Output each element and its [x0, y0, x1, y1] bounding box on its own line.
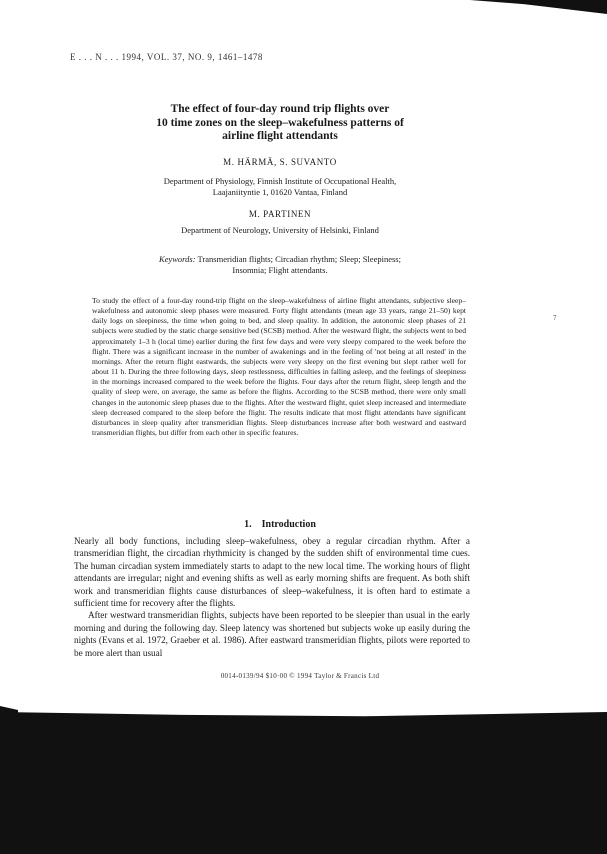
paragraph: After westward transmeridian flights, subjects have been reported to be sleepier than usual in the early morning and during the following day. Sleep latency was shortened but subjects woke up easily during the nights (Evans et al. 1972, Graeber et al. 1986). After eastward transmeridian flights, pilots were reported to be more alert than usual [74, 610, 470, 658]
affiliation-second: Department of Neurology, University of Helsinki, Finland [181, 225, 379, 235]
section-heading [90, 519, 470, 530]
authors-second: M. PARTINEN [248, 209, 312, 219]
section-number: 1. [244, 519, 252, 530]
affiliation-first [90, 176, 470, 198]
title-line: 10 time zones on the sleep–wakefulness patterns of [156, 116, 404, 129]
scan-edge-top-right [470, 0, 607, 14]
abstract: To study the effect of a four-day round-trip flight on the sleep–wakefulness of airline flight attendants, subjective sleep–wakefulness and autonomic sleep phases were measured. Forty flight attendants (mean age 33 years, range 21–50) kept daily logs on sleepiness, the time when going to bed, and sleep quality. In addition, the autonomic sleep phases of 21 subjects were studied by the static charge sensitive bed (SCSB) method. After the westward flight, the subjects went to bed approximately 1–3 h (local time) earlier during the first few days and were very sleepy compared to the week before the flight. There was a significant increase in the number of awakenings and in the feeling of 'not being at all rested' in the mornings. After the return flight eastwards, the subjects were very sleepy on the first evening but slept rather well for about 11 h. During the three following days, sleep restlessness, difficulties in falling asleep, and the feelings of sleepiness in the mornings increased compared to the week before the flights. Four days after the return flight, sleep length and the quality of sleep were, on average, the same as before the flights. According to the SCSB method, there were only small changes in the autonomic sleep phases due to the flights. After the westward flight, quiet sleep increased and intermediate sleep decreased compared to the sleep before the flight. The results indicate that most flight attendants have significant disturbances in sleep quality after transmeridian flights. Sleep disturbances increase after both westward and eastward transmeridian flights, but differ from each other in specific features. [92, 296, 466, 438]
keywords-text-continued: Insomnia; Flight attendants. [232, 264, 328, 275]
margin-mark: 7 [553, 314, 557, 322]
running-head: E . . . N . . . 1994, VOL. 37, NO. 9, 1461–1478 [70, 52, 263, 62]
affiliation-line: Laajaniityntie 1, 01620 Vantaa, Finland [212, 187, 348, 197]
paragraph: Nearly all body functions, including sleep–wakefulness, obey a regular circadian rhythm. After a transmeridian flight, the circadian rhythmicity is changed by the sudden shift of environmental time cues. The human circadian system immediately starts to adapt to the new local time. The working hours of flight attendants are irregular; night and evening shifts as well as early morning shifts are frequent. As both shift work and transmeridian flights cause disturbances of sleep–wakefulness, it is often hard to estimate a sufficient time for recovery after the flights. [74, 536, 470, 609]
title-line: The effect of four-day round trip flights over [170, 103, 390, 115]
paper-title [90, 103, 470, 144]
keywords-label: Keywords: [159, 254, 196, 264]
introduction-body [74, 535, 470, 659]
keywords-text: Transmeridian flights; Circadian rhythm; Sleep; Sleepiness; [197, 254, 401, 264]
copyright-footer: 0014-0139/94 $10·00 © 1994 Taylor & Francis Ltd [220, 672, 380, 680]
section-title: Introduction [261, 519, 316, 530]
scan-black-bottom [0, 712, 607, 854]
affiliation-line: Department of Physiology, Finnish Institute of Occupational Health, [163, 176, 397, 186]
title-line: airline flight attendants [222, 130, 338, 142]
authors-first: M. HÄRMÄ, S. SUVANTO [223, 157, 337, 167]
keywords [90, 254, 470, 275]
